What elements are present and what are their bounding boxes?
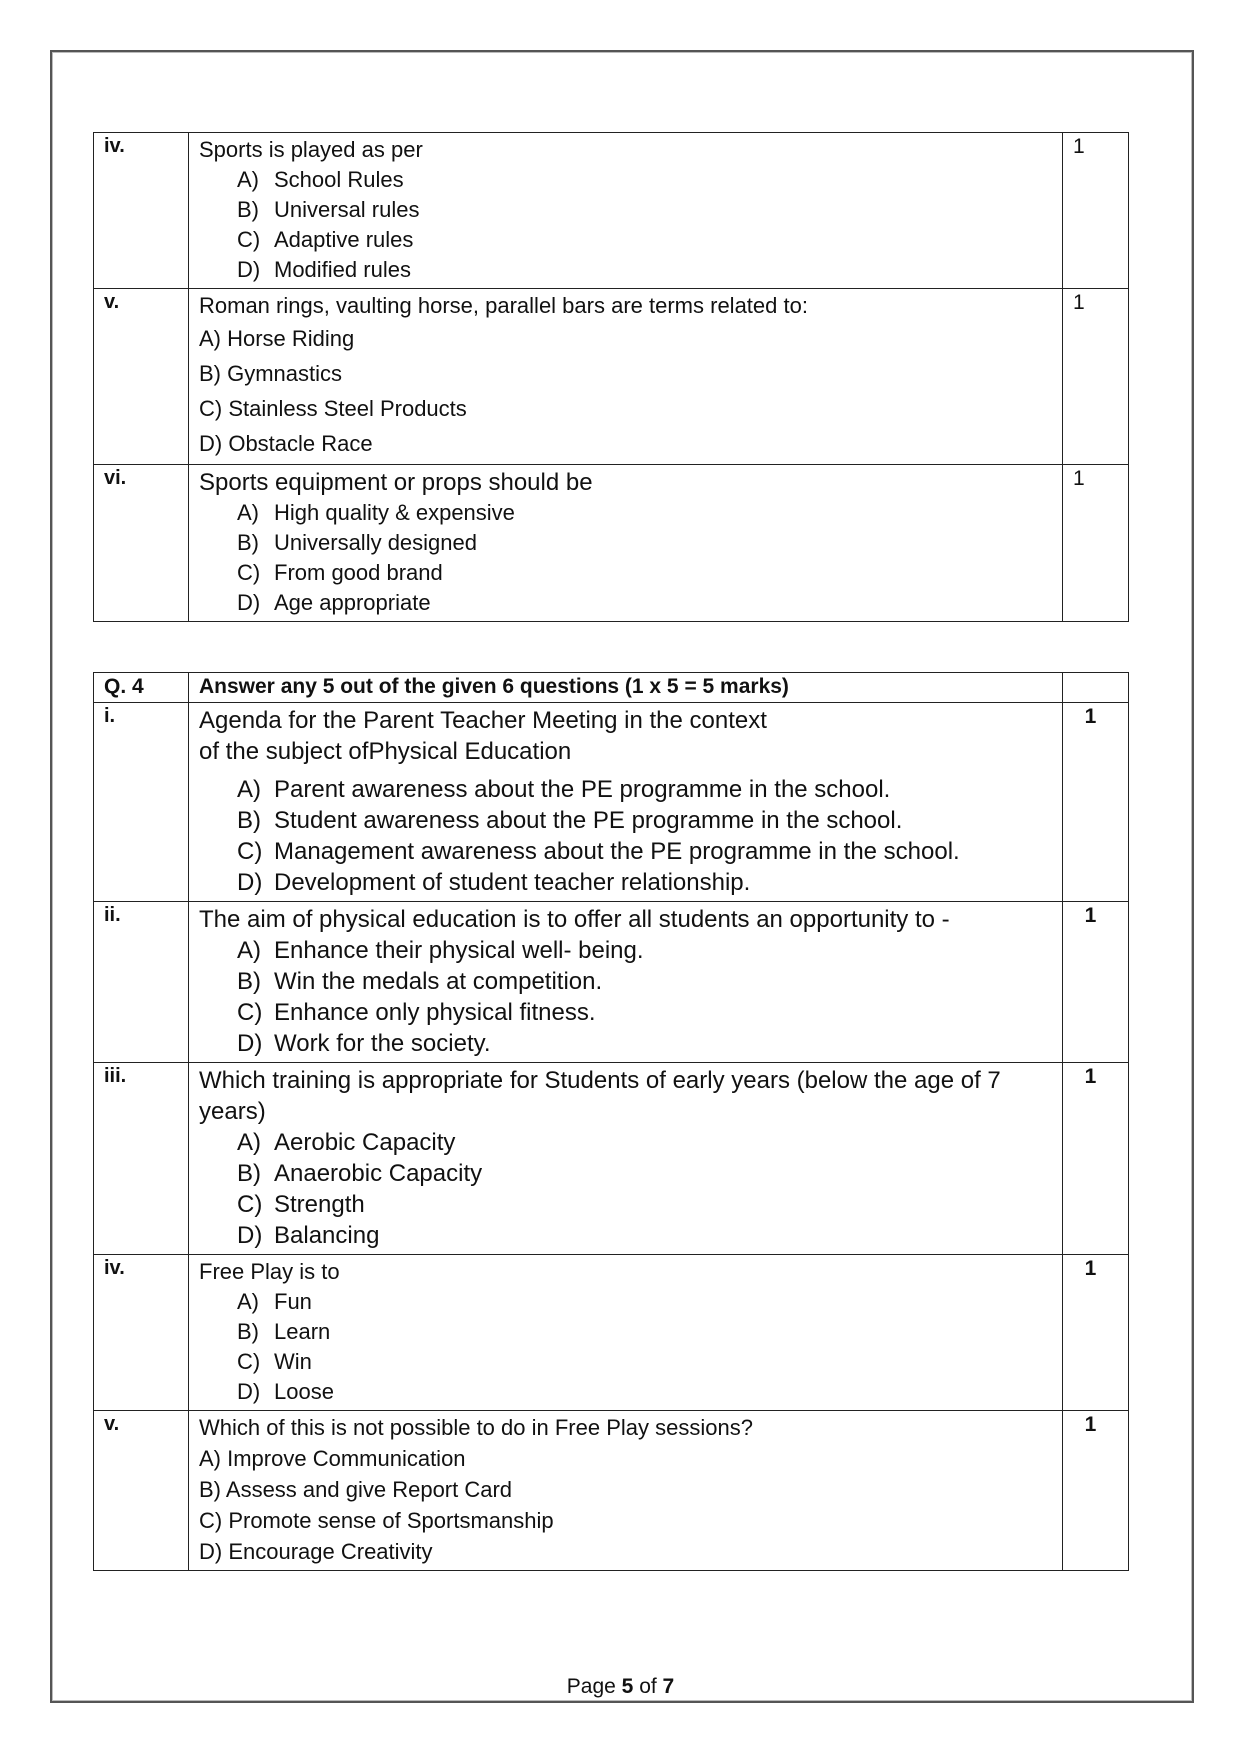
- option-d: D) Balancing: [237, 1222, 380, 1249]
- option-a: A) Fun: [237, 1289, 312, 1314]
- mark-cell: 1: [1063, 1411, 1129, 1571]
- question-row: [94, 465, 1129, 622]
- option-b: B) Gymnastics: [199, 361, 343, 386]
- question-row: [94, 1411, 1129, 1571]
- total-pages-number: 7: [662, 1675, 675, 1698]
- option-c: C) Management awareness about the PE programme in the school.: [237, 838, 960, 865]
- question-cell: [189, 902, 1063, 1063]
- section-title: Answer any 5 out of the given 6 questions (1 x 5 = 5 marks): [189, 673, 1063, 703]
- option-d: D) Age appropriate: [237, 590, 431, 615]
- question-cell: [189, 703, 1063, 902]
- question-number: iii.: [94, 1063, 189, 1255]
- question-cell: [189, 133, 1063, 289]
- mark-header-cell: [1063, 673, 1129, 703]
- option-c: C) Enhance only physical fitness.: [237, 999, 596, 1026]
- question-row: [94, 1063, 1129, 1255]
- mark-cell: 1: [1063, 703, 1129, 902]
- question-number: i.: [94, 703, 189, 902]
- option-c: C) Stainless Steel Products: [199, 396, 467, 421]
- question-text: Which of this is not possible to do in Free Play sessions?: [199, 1415, 753, 1440]
- question-text: Roman rings, vaulting horse, parallel bars are terms related to:: [199, 293, 808, 318]
- page-footer: [0, 1675, 1241, 1699]
- option-a: A) Improve Communication: [199, 1446, 466, 1471]
- question-cell: [189, 465, 1063, 622]
- question-number: iv.: [94, 133, 189, 289]
- section-number: Q. 4: [94, 673, 189, 703]
- question-row: [94, 703, 1129, 902]
- question-cell: [189, 1411, 1063, 1571]
- option-b: B) Learn: [237, 1319, 331, 1344]
- question-row: [94, 289, 1129, 465]
- question-text: Free Play is to: [199, 1259, 340, 1284]
- option-a: A) Aerobic Capacity: [237, 1129, 456, 1156]
- question-number: iv.: [94, 1255, 189, 1411]
- section-header-row: [94, 673, 1129, 703]
- option-d: D) Modified rules: [237, 257, 411, 282]
- question-text-line2: of the subject ofPhysical Education: [199, 738, 572, 765]
- option-a: A) School Rules: [237, 167, 404, 192]
- question-text: Which training is appropriate for Students of early years (below the age of 7 years): [199, 1067, 1001, 1125]
- option-b: B) Win the medals at competition.: [237, 968, 603, 995]
- question-number: v.: [94, 289, 189, 465]
- question-cell: [189, 1063, 1063, 1255]
- option-b: B) Universally designed: [237, 530, 477, 555]
- option-d: D) Obstacle Race: [199, 431, 373, 456]
- questions-table-continued: [93, 132, 1129, 622]
- question-text: Sports equipment or props should be: [199, 469, 593, 496]
- option-d: D) Development of student teacher relationship.: [237, 869, 751, 896]
- option-b: B) Universal rules: [237, 197, 420, 222]
- option-a: A) High quality & expensive: [237, 500, 515, 525]
- mark-cell: 1: [1063, 465, 1129, 622]
- option-c: C) From good brand: [237, 560, 443, 585]
- current-page-number: 5: [621, 1675, 634, 1698]
- page-label: Page: [566, 1675, 616, 1698]
- question-text: The aim of physical education is to offer all students an opportunity to -: [199, 906, 950, 933]
- option-c: C) Strength: [237, 1191, 365, 1218]
- option-c: C) Adaptive rules: [237, 227, 414, 252]
- option-a: A) Enhance their physical well- being.: [237, 937, 644, 964]
- question-cell: [189, 1255, 1063, 1411]
- question-number: ii.: [94, 902, 189, 1063]
- option-a: A) Parent awareness about the PE programme in the school.: [237, 776, 891, 803]
- question-number: vi.: [94, 465, 189, 622]
- option-b: B) Student awareness about the PE programme in the school.: [237, 807, 903, 834]
- option-c: C) Promote sense of Sportsmanship: [199, 1508, 554, 1533]
- option-b: B) Assess and give Report Card: [199, 1477, 513, 1502]
- question-row: [94, 133, 1129, 289]
- question-row: [94, 902, 1129, 1063]
- question-row: [94, 1255, 1129, 1411]
- mark-cell: 1: [1063, 133, 1129, 289]
- mark-cell: 1: [1063, 1063, 1129, 1255]
- question-text: Sports is played as per: [199, 137, 423, 162]
- question-cell: [189, 289, 1063, 465]
- option-c: C) Win: [237, 1349, 312, 1374]
- page-of-label: of: [639, 1675, 657, 1698]
- option-a: A) Horse Riding: [199, 326, 355, 351]
- mark-cell: 1: [1063, 902, 1129, 1063]
- question-number: v.: [94, 1411, 189, 1571]
- mark-cell: 1: [1063, 289, 1129, 465]
- option-d: D) Encourage Creativity: [199, 1539, 433, 1564]
- questions-table-q4: [93, 672, 1129, 1571]
- option-b: B) Anaerobic Capacity: [237, 1160, 483, 1187]
- option-d: D) Loose: [237, 1379, 334, 1404]
- mark-cell: 1: [1063, 1255, 1129, 1411]
- option-d: D) Work for the society.: [237, 1030, 491, 1057]
- question-text-line1: Agenda for the Parent Teacher Meeting in the context: [199, 707, 767, 734]
